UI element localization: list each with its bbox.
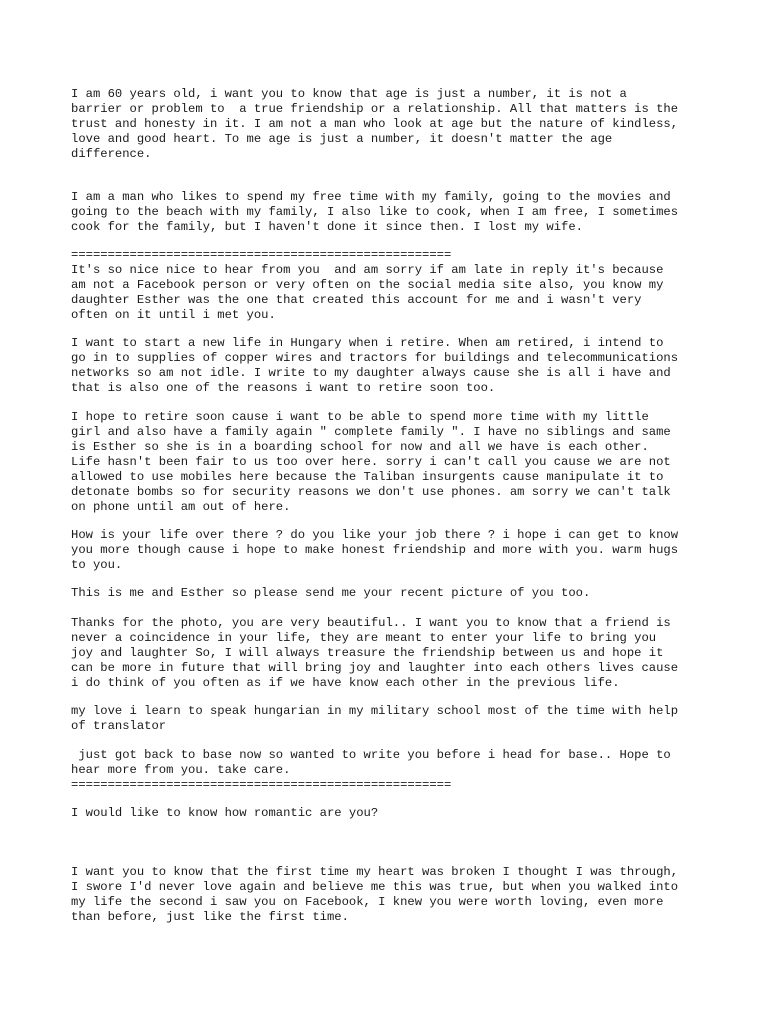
paragraph-life: How is your life over there ? do you like your job there ? i hope i can get to know you more though cause i hope to make honest friendship and more with you. warm hugs to you.	[71, 528, 679, 572]
paragraph-family: I am a man who likes to spend my free time with my family, going to the movies and going to the beach with my family, I also like to cook, when I am free, I sometimes cook for the family, but I haven't done it since then. I lost my wife.	[71, 190, 679, 234]
paragraph-photo: Thanks for the photo, you are very beautiful.. I want you to know that a friend is never a coincidence in your life, they are meant to enter your life to bring you joy and laughter So, I will always treasure the friendship between us and hope it can be more in future that will bring joy and laughter into each others lives cause i do think of you often as if we have know each other in the previous life.	[71, 616, 679, 690]
paragraph-retire: I hope to retire soon cause i want to be able to spend more time with my little girl and also have a family again " complete family ". I have no siblings and same is Esther so she is in a boarding school for now and all we have is each other. Life hasn't been fair to us too over here. sorry i can't call you cause we are not allowed to use mobiles here because the Taliban insurgents cause manipulate it to detonate bombs so for security reasons we don't use phones. am sorry we can't talk on phone until am out of here.	[71, 410, 671, 514]
paragraph-age: I am 60 years old, i want you to know that age is just a number, it is not a barrier or problem to a true friendship or a relationship. All that matters is the trust and honesty in it. I am not a man who look at age but the nature of kindless, love and good heart. To me age is just a number, it doesn't matter the age difference.	[71, 87, 679, 161]
paragraph-hungary: I want to start a new life in Hungary when i retire. When am retired, i intend to go in to supplies of copper wires and tractors for buildings and telecommunications networks so am not idle. I write to my daughter always cause she is all i have and that is also one of the reasons i want to retire soon too.	[71, 336, 679, 395]
paragraph-romantic: I would like to know how romantic are you?	[71, 806, 379, 820]
paragraph-picture: This is me and Esther so please send me your recent picture of you too.	[71, 586, 591, 600]
paragraph-heart: I want you to know that the first time my heart was broken I thought I was through, I swore I'd never love again and believe me this was true, but when you walked into my life the second i saw you on Facebook, I knew you were worth loving, even more than before, just like the first time.	[71, 865, 679, 924]
paragraph-facebook: ==================================================== It's so nice nice to hear from you and am sorry if am late in reply it's because am not a Facebook person or very often on the social media site also, you know my daughter Esther was the one that created this account for me and i wasn't very often on it until i met you.	[71, 248, 664, 322]
paragraph-language: my love i learn to speak hungarian in my military school most of the time with help of translator	[71, 704, 679, 733]
paragraph-base: just got back to base now so wanted to write you before i head for base.. Hope to hear more from you. take care. ====================================================	[71, 748, 671, 792]
